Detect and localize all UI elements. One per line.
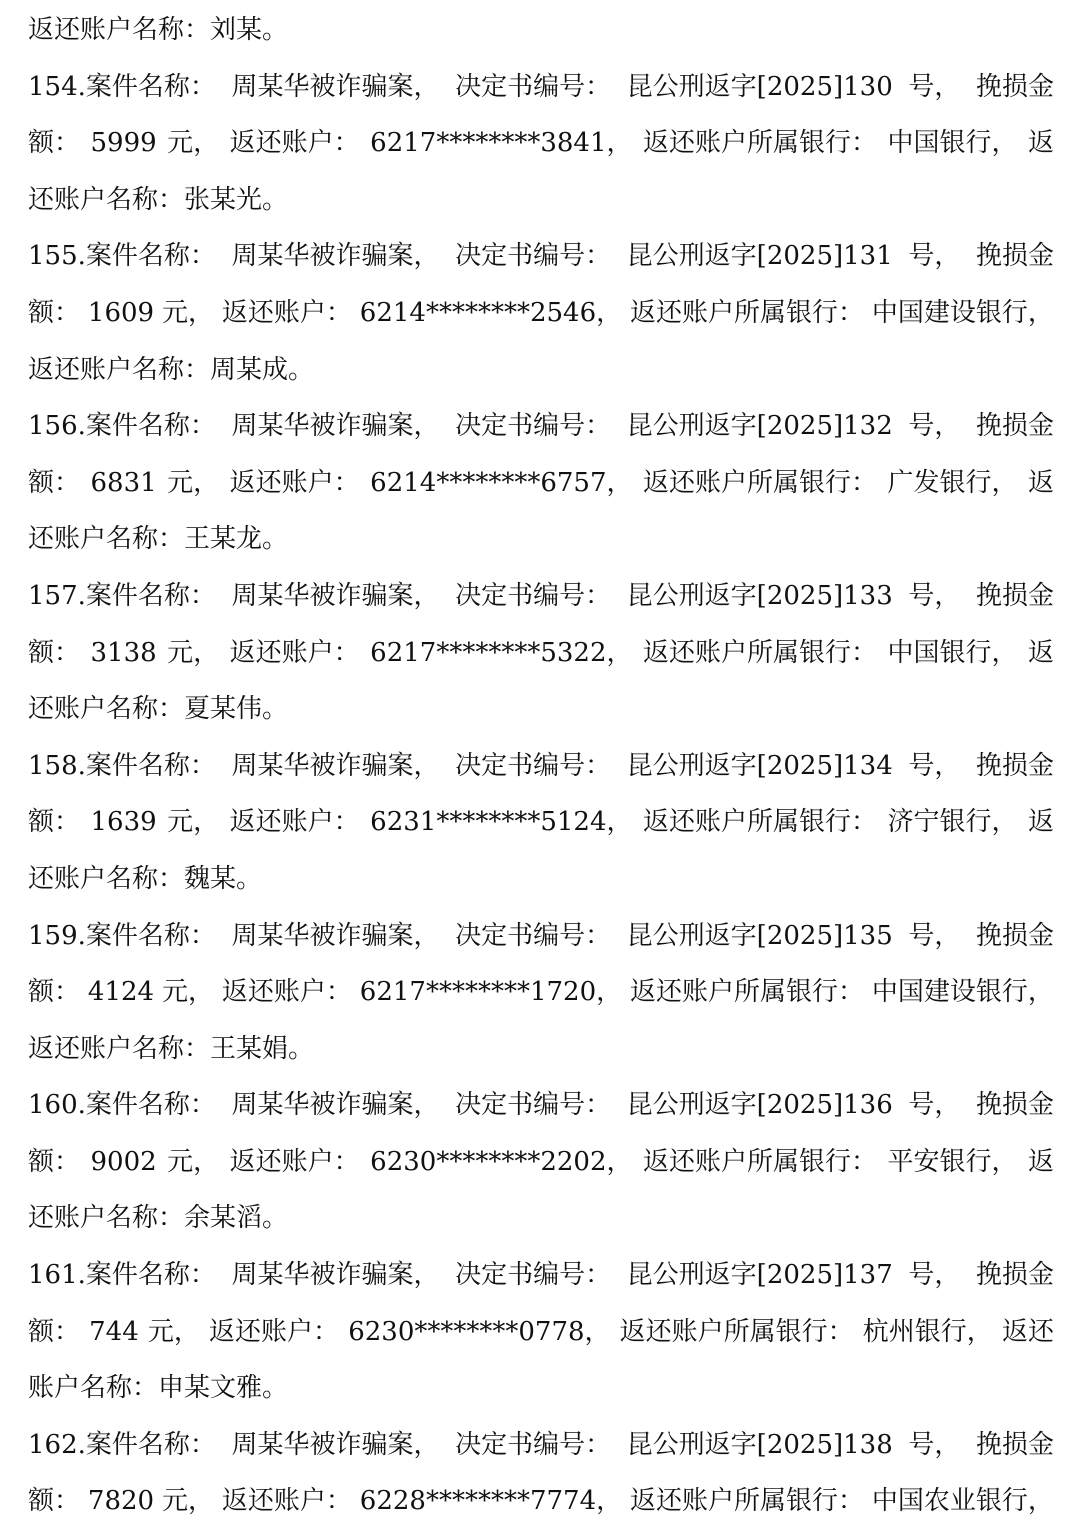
document-line <box>28 851 1054 908</box>
line-segment: 返还账户所属银行： <box>642 1146 877 1177</box>
line-segment: 广发银行， <box>887 467 1018 498</box>
line-segment: 周某华被诈骗案， <box>231 1090 440 1121</box>
line-segment: 元， <box>167 1146 220 1177</box>
line-segment: 挽损金 <box>975 1260 1054 1291</box>
line-segment: 元， <box>167 637 220 668</box>
line-segment: 3138 <box>90 637 157 668</box>
line-segment: 决定书编号： <box>455 71 612 102</box>
document-line <box>28 2 1054 59</box>
line-segment: 返还账户： <box>221 1486 352 1517</box>
line-segment: 号， <box>908 1090 961 1121</box>
line-segment: 周某华被诈骗案， <box>231 750 440 781</box>
line-segment: 6217********5322， <box>370 637 633 668</box>
line-segment: 元， <box>161 977 214 1008</box>
line-segment: 决定书编号： <box>455 241 612 272</box>
document-page <box>28 0 1054 1530</box>
line-segment: 返还账户： <box>229 128 360 159</box>
line-text: 还账户名称：余某滔。 <box>28 1203 289 1234</box>
line-segment: 9002 <box>90 1146 157 1177</box>
line-text: 还账户名称：夏某伟。 <box>28 694 289 725</box>
line-segment: 159.案件名称： <box>28 920 216 951</box>
line-segment: 号， <box>908 1260 961 1291</box>
line-segment: 161.案件名称： <box>28 1260 216 1291</box>
line-segment: 中国银行， <box>887 637 1018 668</box>
line-segment: 决定书编号： <box>455 750 612 781</box>
document-line <box>28 794 1054 851</box>
line-segment: 决定书编号： <box>455 580 612 611</box>
document-line <box>28 342 1054 399</box>
document-line <box>28 1304 1054 1361</box>
line-text: 还账户名称：张某光。 <box>28 184 289 215</box>
line-segment: 返 <box>1027 637 1054 668</box>
line-segment: 6214********6757， <box>370 467 633 498</box>
line-segment: 返还账户： <box>229 637 360 668</box>
line-segment: 元， <box>161 297 214 328</box>
line-segment: 6217********1720， <box>359 977 623 1008</box>
document-line <box>28 1077 1054 1134</box>
line-segment: 周某华被诈骗案， <box>231 71 440 102</box>
line-segment: 号， <box>908 71 961 102</box>
line-segment: 返 <box>1027 467 1054 498</box>
line-segment: 额： <box>28 1316 81 1347</box>
line-segment: 返还账户： <box>229 807 360 838</box>
line-text: 还账户名称：王某龙。 <box>28 524 289 555</box>
line-segment: 昆公刑返字[2025]136 <box>626 1090 893 1121</box>
line-segment: 162.案件名称： <box>28 1429 216 1460</box>
line-segment: 昆公刑返字[2025]130 <box>626 71 893 102</box>
line-segment: 返还账户： <box>209 1316 340 1347</box>
line-segment: 返 <box>1027 128 1054 159</box>
line-text: 返还账户名称：周某成。 <box>28 354 315 385</box>
line-text: 返还账户名称：刘某。 <box>28 15 289 45</box>
document-line <box>28 681 1054 738</box>
line-segment: 157.案件名称： <box>28 580 216 611</box>
line-segment: 决定书编号： <box>455 1090 612 1121</box>
line-segment: 号， <box>908 411 961 442</box>
line-segment: 返还账户： <box>229 467 360 498</box>
line-segment: 返还账户所属银行： <box>642 467 877 498</box>
document-line <box>28 115 1054 172</box>
line-segment: 昆公刑返字[2025]131 <box>626 241 893 272</box>
line-segment: 返 <box>1027 807 1054 838</box>
document-line <box>28 1473 1054 1530</box>
line-segment: 杭州银行， <box>862 1316 993 1347</box>
line-segment: 返还账户： <box>229 1146 360 1177</box>
line-segment: 6831 <box>90 467 157 498</box>
line-segment: 周某华被诈骗案， <box>231 1429 440 1460</box>
line-segment: 6228********7774， <box>359 1486 623 1517</box>
line-segment: 返还账户所属银行： <box>630 297 865 328</box>
line-segment: 挽损金 <box>975 1090 1054 1121</box>
document-line <box>28 1021 1054 1078</box>
line-segment: 返还账户： <box>221 977 352 1008</box>
line-segment: 平安银行， <box>887 1146 1018 1177</box>
line-segment: 额： <box>28 297 81 328</box>
line-segment: 156.案件名称： <box>28 411 216 442</box>
line-segment: 昆公刑返字[2025]135 <box>626 920 893 951</box>
line-segment: 决定书编号： <box>455 1429 612 1460</box>
document-line <box>28 1247 1054 1304</box>
line-segment: 额： <box>28 1146 81 1177</box>
line-segment: 额： <box>28 637 81 668</box>
line-segment: 挽损金 <box>975 241 1054 272</box>
line-segment: 元， <box>147 1316 200 1347</box>
line-segment: 挽损金 <box>975 411 1054 442</box>
line-segment: 6230********2202， <box>370 1146 633 1177</box>
line-segment: 挽损金 <box>975 750 1054 781</box>
line-segment: 返还 <box>1001 1316 1054 1347</box>
document-line <box>28 908 1054 965</box>
line-text: 返还账户名称：王某娟。 <box>28 1033 315 1064</box>
document-line <box>28 964 1054 1021</box>
line-segment: 周某华被诈骗案， <box>231 241 440 272</box>
line-segment: 155.案件名称： <box>28 241 216 272</box>
line-segment: 返 <box>1027 1146 1054 1177</box>
document-line <box>28 568 1054 625</box>
line-segment: 昆公刑返字[2025]134 <box>626 750 893 781</box>
line-segment: 挽损金 <box>975 1429 1054 1460</box>
line-segment: 昆公刑返字[2025]132 <box>626 411 893 442</box>
line-segment: 返还账户所属银行： <box>630 977 865 1008</box>
line-segment: 返还账户所属银行： <box>619 1316 854 1347</box>
line-segment: 返还账户所属银行： <box>630 1486 865 1517</box>
line-segment: 返还账户所属银行： <box>642 637 877 668</box>
line-segment: 济宁银行， <box>887 807 1018 838</box>
line-segment: 元， <box>161 1486 214 1517</box>
line-segment: 决定书编号： <box>455 411 612 442</box>
document-line <box>28 1190 1054 1247</box>
line-segment: 挽损金 <box>975 920 1054 951</box>
line-segment: 决定书编号： <box>455 1260 612 1291</box>
line-segment: 158.案件名称： <box>28 750 216 781</box>
document-line <box>28 59 1054 116</box>
line-segment: 返还账户所属银行： <box>642 807 877 838</box>
document-line <box>28 1360 1054 1417</box>
line-segment: 154.案件名称： <box>28 71 216 102</box>
line-segment: 挽损金 <box>975 71 1054 102</box>
line-segment: 元， <box>167 807 220 838</box>
line-segment: 6230********0778， <box>348 1316 611 1347</box>
line-segment: 昆公刑返字[2025]137 <box>626 1260 893 1291</box>
line-segment: 号， <box>908 580 961 611</box>
document-line <box>28 1417 1054 1474</box>
line-segment: 1609 <box>87 297 155 328</box>
line-segment: 周某华被诈骗案， <box>231 920 440 951</box>
line-segment: 元， <box>167 467 220 498</box>
line-segment: 中国银行， <box>887 128 1018 159</box>
line-segment: 160.案件名称： <box>28 1090 216 1121</box>
line-segment: 6214********2546， <box>359 297 623 328</box>
line-segment: 周某华被诈骗案， <box>231 411 440 442</box>
line-segment: 中国农业银行， <box>871 1486 1054 1517</box>
line-text: 账户名称：申某文雅。 <box>28 1373 289 1404</box>
line-segment: 中国建设银行， <box>871 297 1054 328</box>
document-line <box>28 1134 1054 1191</box>
document-line <box>28 285 1054 342</box>
line-segment: 5999 <box>90 128 157 159</box>
line-segment: 周某华被诈骗案， <box>231 580 440 611</box>
line-segment: 额： <box>28 977 81 1008</box>
line-segment: 昆公刑返字[2025]138 <box>626 1429 893 1460</box>
line-segment: 元， <box>167 128 220 159</box>
line-segment: 返还账户所属银行： <box>642 128 877 159</box>
line-segment: 4124 <box>87 977 155 1008</box>
document-line <box>28 455 1054 512</box>
document-line <box>28 228 1054 285</box>
line-segment: 额： <box>28 807 81 838</box>
line-segment: 额： <box>28 128 81 159</box>
document-line <box>28 172 1054 229</box>
line-segment: 6217********3841， <box>370 128 633 159</box>
line-segment: 号， <box>908 241 961 272</box>
line-segment: 决定书编号： <box>455 920 612 951</box>
line-segment: 挽损金 <box>975 580 1054 611</box>
line-segment: 号， <box>908 750 961 781</box>
line-segment: 号， <box>908 1429 961 1460</box>
document-line <box>28 625 1054 682</box>
line-segment: 周某华被诈骗案， <box>231 1260 440 1291</box>
document-line <box>28 398 1054 455</box>
line-segment: 1639 <box>90 807 157 838</box>
line-segment: 744 <box>89 1316 139 1347</box>
line-segment: 额： <box>28 467 81 498</box>
line-segment: 中国建设银行， <box>871 977 1054 1008</box>
line-text: 还账户名称：魏某。 <box>28 863 263 894</box>
line-segment: 昆公刑返字[2025]133 <box>626 580 893 611</box>
document-line <box>28 738 1054 795</box>
line-segment: 号， <box>908 920 961 951</box>
line-segment: 6231********5124， <box>370 807 633 838</box>
line-segment: 额： <box>28 1486 81 1517</box>
line-segment: 返还账户： <box>221 297 352 328</box>
line-segment: 7820 <box>87 1486 155 1517</box>
document-line <box>28 511 1054 568</box>
